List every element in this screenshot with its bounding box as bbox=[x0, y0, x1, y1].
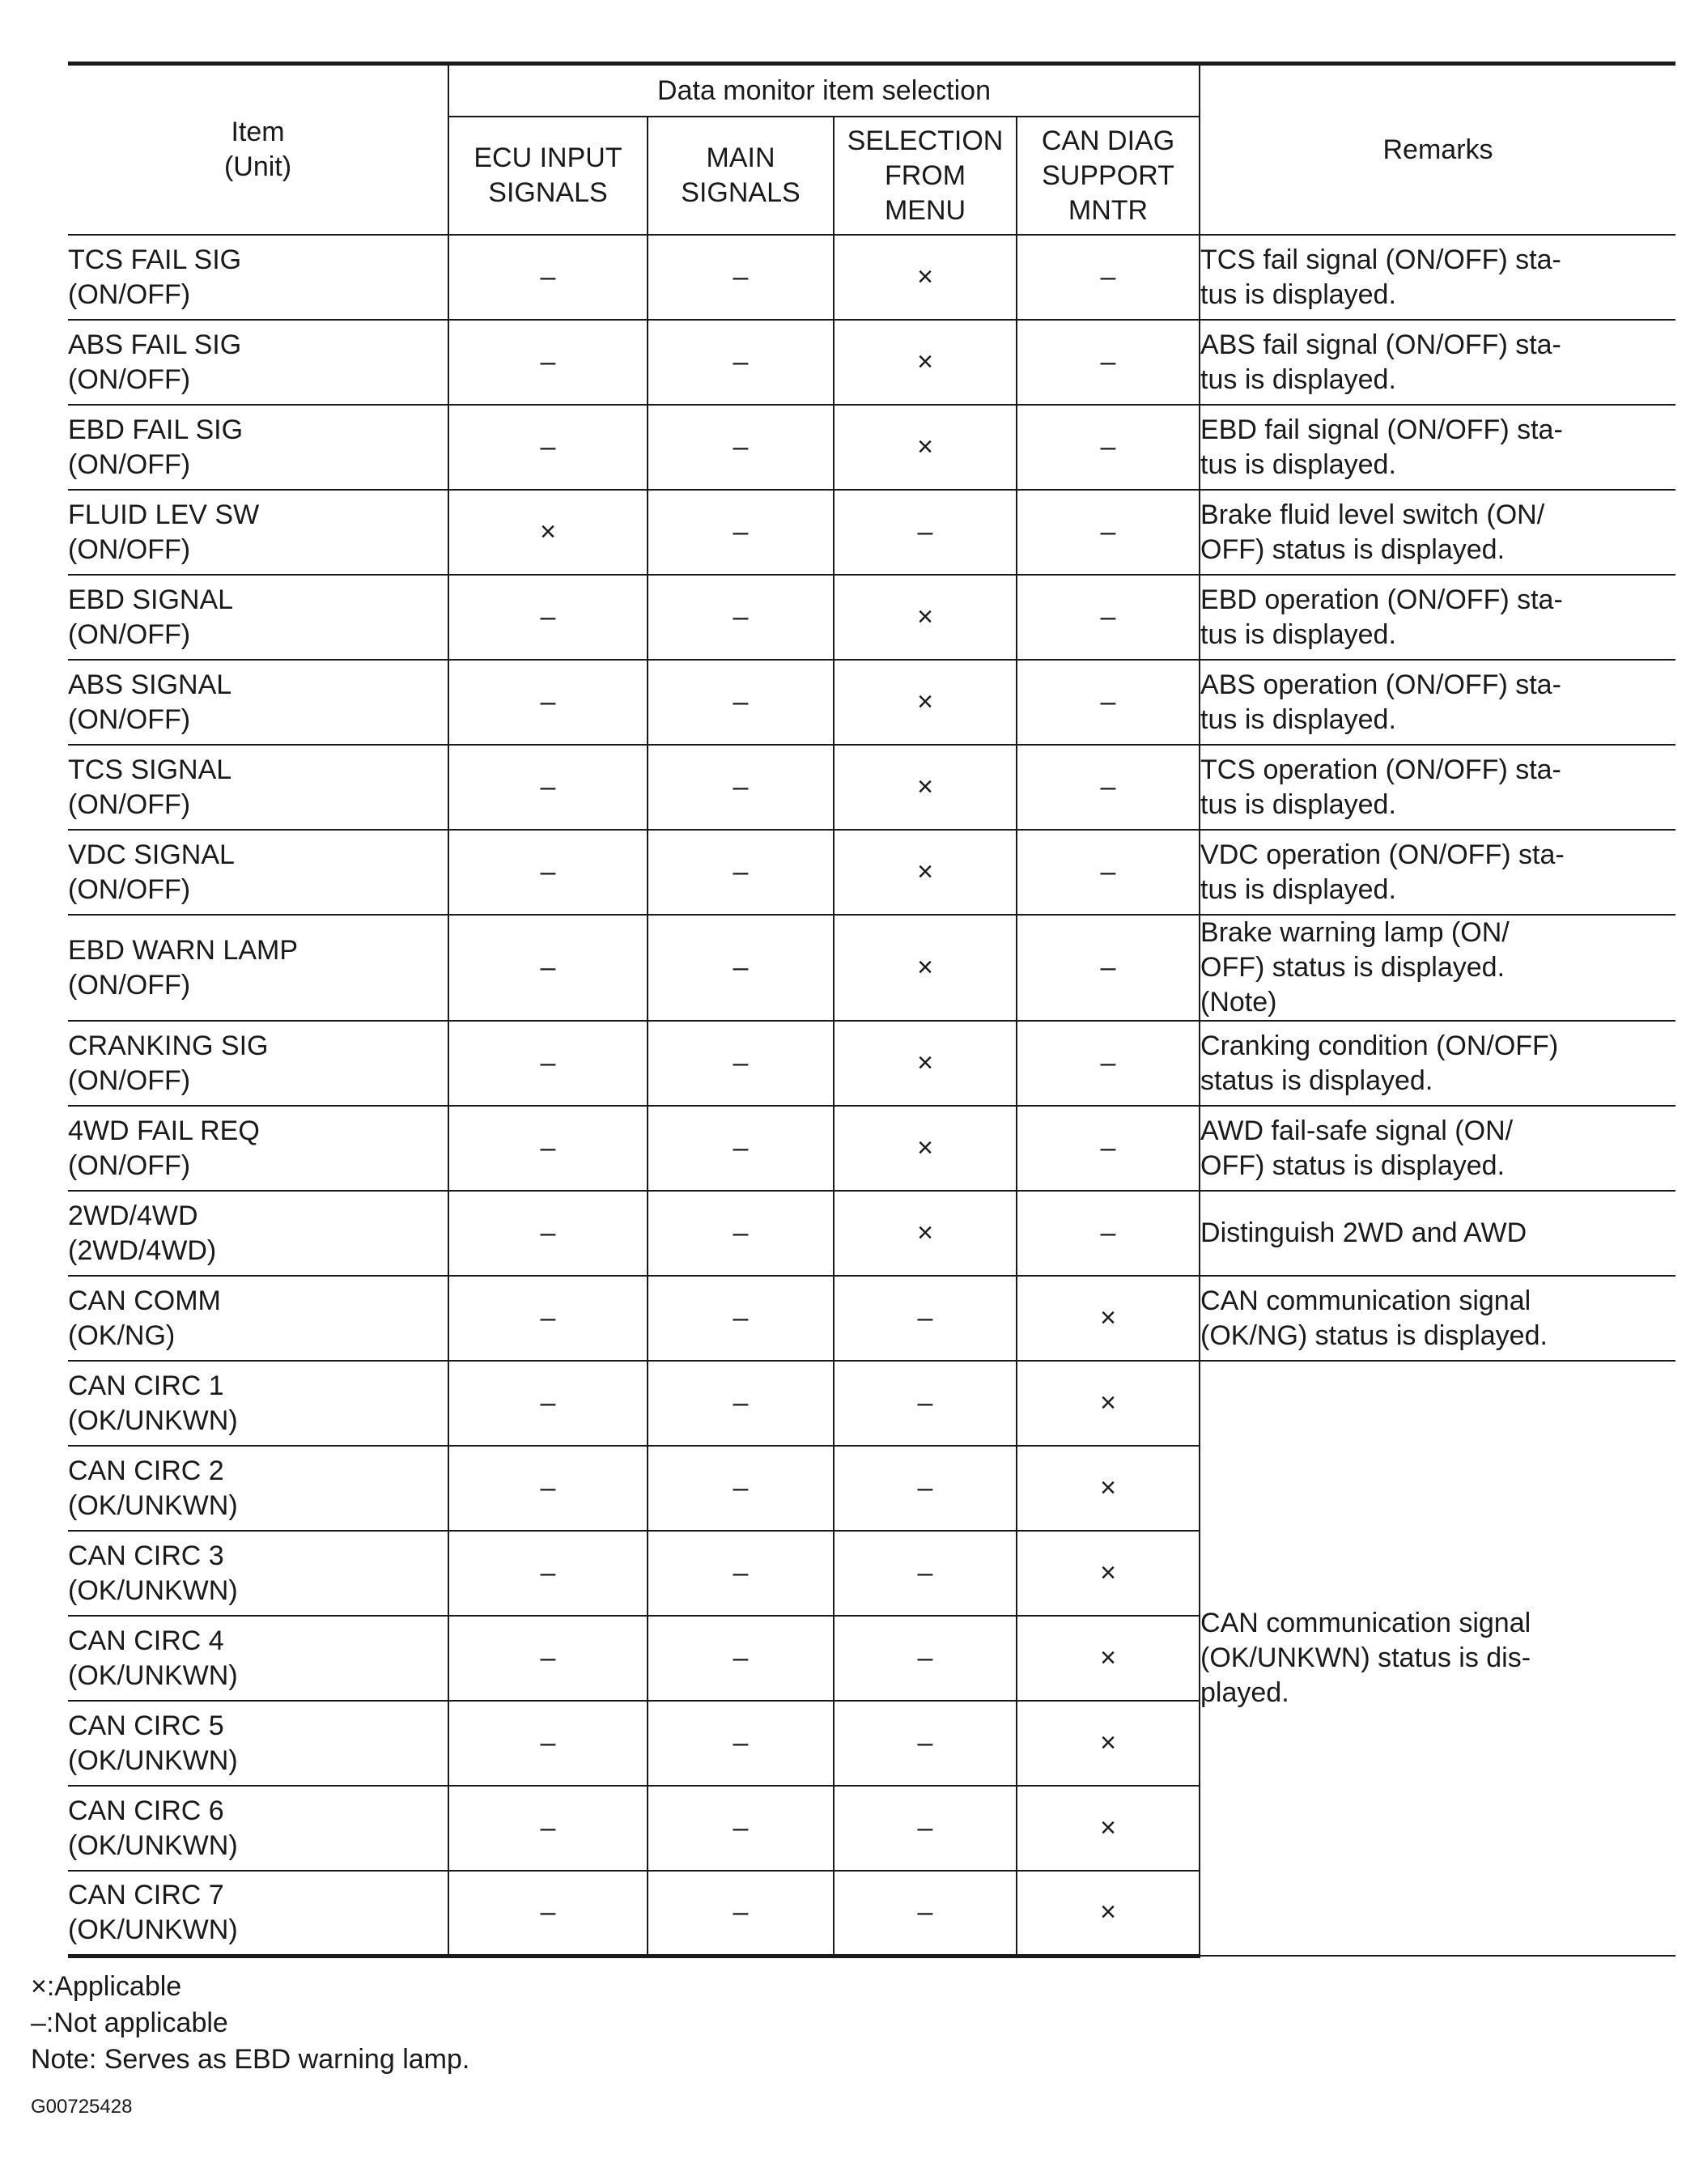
header-line: MNTR bbox=[1068, 194, 1149, 226]
table-row bbox=[68, 235, 1675, 320]
header-line: ECU INPUT bbox=[474, 142, 622, 173]
ecu-input-mark: – bbox=[448, 1276, 648, 1361]
remarks-cell bbox=[1200, 1021, 1675, 1106]
can-diag-mark: × bbox=[1017, 1361, 1200, 1446]
ecu-input-mark: – bbox=[448, 1106, 648, 1191]
remarks-cell bbox=[1200, 660, 1675, 745]
can-diag-mark: – bbox=[1017, 1021, 1200, 1106]
item-name: TCS FAIL SIG bbox=[68, 244, 242, 275]
remark-line: tus is displayed. bbox=[1200, 788, 1396, 820]
item-cell bbox=[68, 1361, 448, 1446]
item-unit: (ON/OFF) bbox=[68, 278, 191, 310]
can-diag-mark: – bbox=[1017, 915, 1200, 1021]
remark-line: EBD fail signal (ON/OFF) sta- bbox=[1200, 414, 1563, 445]
remark-line: tus is displayed. bbox=[1200, 448, 1396, 480]
main-signals-mark: – bbox=[648, 575, 834, 660]
main-signals-mark: – bbox=[648, 1106, 834, 1191]
remark-line: TCS fail signal (ON/OFF) sta- bbox=[1200, 244, 1561, 275]
can-diag-mark: – bbox=[1017, 235, 1200, 320]
table-row bbox=[68, 490, 1675, 575]
selection-menu-mark: – bbox=[834, 1871, 1017, 1956]
remarks-cell bbox=[1200, 915, 1675, 1021]
remarks-cell bbox=[1200, 405, 1675, 490]
item-cell bbox=[68, 490, 448, 575]
ecu-input-signals-header bbox=[448, 117, 648, 235]
table-row bbox=[68, 745, 1675, 830]
table-row bbox=[68, 1361, 1675, 1446]
item-cell bbox=[68, 830, 448, 915]
main-signals-mark: – bbox=[648, 235, 834, 320]
header-line: SELECTION bbox=[847, 125, 1004, 156]
item-unit: (OK/UNKWN) bbox=[68, 1914, 238, 1945]
item-unit: (ON/OFF) bbox=[68, 363, 191, 395]
main-signals-mark: – bbox=[648, 1701, 834, 1786]
item-cell bbox=[68, 575, 448, 660]
item-name: 2WD/4WD bbox=[68, 1200, 198, 1231]
item-unit: (OK/UNKWN) bbox=[68, 1404, 238, 1436]
main-signals-mark: – bbox=[648, 490, 834, 575]
remarks-cell bbox=[1200, 1276, 1675, 1361]
table-row bbox=[68, 1106, 1675, 1191]
remark-line: TCS operation (ON/OFF) sta- bbox=[1200, 754, 1561, 785]
item-cell bbox=[68, 1021, 448, 1106]
can-diag-mark: – bbox=[1017, 1106, 1200, 1191]
item-cell bbox=[68, 745, 448, 830]
item-cell bbox=[68, 1106, 448, 1191]
data-monitor-selection-header: Data monitor item selection bbox=[448, 64, 1200, 117]
item-cell bbox=[68, 1531, 448, 1616]
remark-line: CAN communication signal bbox=[1200, 1608, 1531, 1638]
unit-header-label: (Unit) bbox=[223, 151, 292, 182]
item-cell bbox=[68, 1616, 448, 1701]
remark-line: CAN communication signal bbox=[1200, 1285, 1531, 1316]
ecu-input-mark: – bbox=[448, 830, 648, 915]
item-unit: (ON/OFF) bbox=[68, 618, 191, 650]
remark-line: OFF) status is displayed. bbox=[1200, 533, 1506, 565]
main-signals-mark: – bbox=[648, 1531, 834, 1616]
item-unit: (ON/OFF) bbox=[68, 1064, 191, 1096]
item-name: CAN CIRC 6 bbox=[68, 1795, 224, 1826]
selection-menu-mark: – bbox=[834, 490, 1017, 575]
main-signals-mark: – bbox=[648, 745, 834, 830]
merged-remarks-cell bbox=[1200, 1361, 1675, 1956]
selection-menu-mark: × bbox=[834, 235, 1017, 320]
can-diag-mark: × bbox=[1017, 1701, 1200, 1786]
item-name: CAN CIRC 1 bbox=[68, 1370, 224, 1401]
ecu-input-mark: – bbox=[448, 1446, 648, 1531]
item-name: EBD WARN LAMP bbox=[68, 934, 299, 966]
selection-menu-mark: × bbox=[834, 1106, 1017, 1191]
legend bbox=[31, 1969, 469, 2078]
main-signals-mark: – bbox=[648, 1786, 834, 1871]
ecu-input-mark: – bbox=[448, 745, 648, 830]
main-signals-mark: – bbox=[648, 1871, 834, 1956]
table-row bbox=[68, 915, 1675, 1021]
ecu-input-mark: – bbox=[448, 1871, 648, 1956]
ecu-input-mark: – bbox=[448, 660, 648, 745]
item-cell bbox=[68, 660, 448, 745]
remarks-cell bbox=[1200, 490, 1675, 575]
can-diag-mark: × bbox=[1017, 1871, 1200, 1956]
ecu-input-mark: – bbox=[448, 235, 648, 320]
data-monitor-table bbox=[68, 62, 1675, 1958]
selection-menu-mark: – bbox=[834, 1276, 1017, 1361]
selection-menu-mark: – bbox=[834, 1446, 1017, 1531]
item-name: CAN COMM bbox=[68, 1285, 221, 1316]
main-signals-mark: – bbox=[648, 830, 834, 915]
remark-line: Cranking condition (ON/OFF) bbox=[1200, 1030, 1559, 1061]
selection-menu-mark: – bbox=[834, 1361, 1017, 1446]
can-diag-mark: – bbox=[1017, 490, 1200, 575]
remark-line: (OK/NG) status is displayed. bbox=[1200, 1319, 1548, 1351]
item-unit: (OK/NG) bbox=[68, 1319, 176, 1351]
item-unit: (OK/UNKWN) bbox=[68, 1829, 238, 1861]
remark-line: ABS operation (ON/OFF) sta- bbox=[1200, 669, 1561, 700]
item-unit: (ON/OFF) bbox=[68, 788, 191, 820]
can-diag-mark: – bbox=[1017, 830, 1200, 915]
item-name: CAN CIRC 5 bbox=[68, 1710, 224, 1741]
main-signals-mark: – bbox=[648, 405, 834, 490]
table-row bbox=[68, 1276, 1675, 1361]
remark-line: AWD fail-safe signal (ON/ bbox=[1200, 1115, 1514, 1146]
ecu-input-mark: – bbox=[448, 1361, 648, 1446]
table-row bbox=[68, 320, 1675, 405]
item-name: CAN CIRC 7 bbox=[68, 1879, 224, 1910]
remarks-cell bbox=[1200, 1106, 1675, 1191]
item-unit: (OK/UNKWN) bbox=[68, 1744, 238, 1776]
remark-line: Distinguish 2WD and AWD bbox=[1200, 1217, 1527, 1248]
header-row-top bbox=[68, 64, 1675, 117]
item-cell bbox=[68, 320, 448, 405]
item-name: EBD SIGNAL bbox=[68, 584, 234, 615]
item-cell bbox=[68, 1786, 448, 1871]
item-name: CRANKING SIG bbox=[68, 1030, 269, 1061]
selection-from-menu-header bbox=[834, 117, 1017, 235]
remark-line: VDC operation (ON/OFF) sta- bbox=[1200, 839, 1565, 870]
item-cell bbox=[68, 1276, 448, 1361]
remark-line: tus is displayed. bbox=[1200, 618, 1396, 650]
selection-menu-mark: × bbox=[834, 320, 1017, 405]
can-diag-mark: × bbox=[1017, 1531, 1200, 1616]
item-unit-header bbox=[68, 64, 448, 236]
main-signals-mark: – bbox=[648, 320, 834, 405]
header-line: SIGNALS bbox=[488, 177, 608, 208]
selection-menu-mark: × bbox=[834, 1021, 1017, 1106]
item-unit: (2WD/4WD) bbox=[68, 1234, 217, 1266]
item-unit: (ON/OFF) bbox=[68, 873, 191, 905]
main-signals-header bbox=[648, 117, 834, 235]
can-diag-mark: × bbox=[1017, 1446, 1200, 1531]
ecu-input-mark: – bbox=[448, 1191, 648, 1276]
ecu-input-mark: – bbox=[448, 1786, 648, 1871]
remarks-cell bbox=[1200, 575, 1675, 660]
can-diag-mark: – bbox=[1017, 575, 1200, 660]
selection-menu-mark: – bbox=[834, 1616, 1017, 1701]
ecu-input-mark: – bbox=[448, 915, 648, 1021]
item-name: ABS FAIL SIG bbox=[68, 329, 242, 360]
item-unit: (ON/OFF) bbox=[68, 703, 191, 735]
header-line: CAN DIAG bbox=[1041, 125, 1175, 156]
can-diag-mark: – bbox=[1017, 1191, 1200, 1276]
item-unit: (ON/OFF) bbox=[68, 969, 191, 1001]
item-unit: (OK/UNKWN) bbox=[68, 1489, 238, 1521]
can-diag-mark: – bbox=[1017, 745, 1200, 830]
item-name: ABS SIGNAL bbox=[68, 669, 232, 700]
table-row bbox=[68, 575, 1675, 660]
table-row bbox=[68, 830, 1675, 915]
selection-menu-mark: × bbox=[834, 405, 1017, 490]
item-cell bbox=[68, 1446, 448, 1531]
selection-menu-mark: – bbox=[834, 1701, 1017, 1786]
item-name: CAN CIRC 4 bbox=[68, 1625, 224, 1656]
table-row bbox=[68, 1021, 1675, 1106]
item-unit: (ON/OFF) bbox=[68, 1149, 191, 1181]
item-name: CAN CIRC 2 bbox=[68, 1455, 224, 1486]
item-name: TCS SIGNAL bbox=[68, 754, 232, 785]
item-cell bbox=[68, 1871, 448, 1956]
header-line: FROM bbox=[884, 159, 966, 191]
selection-menu-mark: × bbox=[834, 660, 1017, 745]
main-signals-mark: – bbox=[648, 915, 834, 1021]
remark-line: tus is displayed. bbox=[1200, 363, 1396, 395]
ecu-input-mark: – bbox=[448, 320, 648, 405]
selection-menu-mark: × bbox=[834, 830, 1017, 915]
table-body bbox=[68, 235, 1675, 1956]
remark-line: played. bbox=[1200, 1677, 1289, 1708]
header-line: MENU bbox=[884, 194, 966, 226]
selection-menu-mark: × bbox=[834, 745, 1017, 830]
remark-line: status is displayed. bbox=[1200, 1064, 1433, 1096]
item-name: VDC SIGNAL bbox=[68, 839, 235, 870]
ecu-input-mark: – bbox=[448, 1531, 648, 1616]
main-signals-mark: – bbox=[648, 1446, 834, 1531]
item-unit: (ON/OFF) bbox=[68, 448, 191, 480]
can-diag-mark: × bbox=[1017, 1786, 1200, 1871]
remarks-cell bbox=[1200, 745, 1675, 830]
ecu-input-mark: – bbox=[448, 405, 648, 490]
table-row bbox=[68, 405, 1675, 490]
selection-menu-mark: × bbox=[834, 575, 1017, 660]
item-name: FLUID LEV SW bbox=[68, 499, 260, 530]
item-cell bbox=[68, 1191, 448, 1276]
main-signals-mark: – bbox=[648, 660, 834, 745]
main-signals-mark: – bbox=[648, 1361, 834, 1446]
item-cell bbox=[68, 915, 448, 1021]
main-signals-mark: – bbox=[648, 1191, 834, 1276]
can-diag-mark: – bbox=[1017, 320, 1200, 405]
table-row bbox=[68, 1191, 1675, 1276]
item-cell bbox=[68, 405, 448, 490]
table-row bbox=[68, 660, 1675, 745]
ecu-input-mark: – bbox=[448, 1021, 648, 1106]
item-header-label: Item bbox=[231, 117, 285, 147]
figure-code: G00725428 bbox=[31, 2096, 133, 2118]
selection-menu-mark: – bbox=[834, 1786, 1017, 1871]
remark-line: Brake warning lamp (ON/ bbox=[1200, 917, 1510, 948]
selection-menu-mark: – bbox=[834, 1531, 1017, 1616]
remark-line: OFF) status is displayed. bbox=[1200, 1149, 1506, 1181]
item-name: EBD FAIL SIG bbox=[68, 414, 244, 445]
selection-menu-mark: × bbox=[834, 915, 1017, 1021]
item-unit: (ON/OFF) bbox=[68, 533, 191, 565]
item-name: 4WD FAIL REQ bbox=[68, 1115, 260, 1146]
item-name: CAN CIRC 3 bbox=[68, 1540, 224, 1571]
selection-menu-mark: × bbox=[834, 1191, 1017, 1276]
main-signals-mark: – bbox=[648, 1616, 834, 1701]
header-line: SIGNALS bbox=[681, 177, 801, 208]
ecu-input-mark: – bbox=[448, 1616, 648, 1701]
remarks-cell bbox=[1200, 320, 1675, 405]
remark-line: OFF) status is displayed. bbox=[1200, 952, 1506, 983]
remark-line: tus is displayed. bbox=[1200, 703, 1396, 735]
ecu-input-mark: – bbox=[448, 1701, 648, 1786]
remark-line: tus is displayed. bbox=[1200, 278, 1396, 310]
legend-not-applicable: –:Not applicable bbox=[31, 2008, 228, 2038]
legend-note: Note: Serves as EBD warning lamp. bbox=[31, 2044, 470, 2075]
remarks-cell bbox=[1200, 830, 1675, 915]
remark-line: tus is displayed. bbox=[1200, 873, 1396, 905]
remarks-cell bbox=[1200, 1191, 1675, 1276]
header-line: MAIN bbox=[706, 142, 775, 173]
remarks-cell bbox=[1200, 235, 1675, 320]
can-diag-mark: – bbox=[1017, 660, 1200, 745]
remarks-header: Remarks bbox=[1200, 64, 1675, 236]
item-unit: (OK/UNKWN) bbox=[68, 1574, 238, 1606]
main-signals-mark: – bbox=[648, 1276, 834, 1361]
can-diag-support-mntr-header bbox=[1017, 117, 1200, 235]
ecu-input-mark: × bbox=[448, 490, 648, 575]
can-diag-mark: × bbox=[1017, 1276, 1200, 1361]
header-line: SUPPORT bbox=[1042, 159, 1174, 191]
item-cell bbox=[68, 1701, 448, 1786]
remark-line: (OK/UNKWN) status is dis- bbox=[1200, 1642, 1531, 1673]
item-cell bbox=[68, 235, 448, 320]
legend-applicable: ×:Applicable bbox=[31, 1971, 182, 2002]
remark-line: EBD operation (ON/OFF) sta- bbox=[1200, 584, 1563, 615]
remark-line: Brake fluid level switch (ON/ bbox=[1200, 499, 1545, 530]
can-diag-mark: – bbox=[1017, 405, 1200, 490]
item-unit: (OK/UNKWN) bbox=[68, 1659, 238, 1691]
ecu-input-mark: – bbox=[448, 575, 648, 660]
remark-line: (Note) bbox=[1200, 987, 1277, 1018]
remark-line: ABS fail signal (ON/OFF) sta- bbox=[1200, 329, 1561, 360]
main-signals-mark: – bbox=[648, 1021, 834, 1106]
can-diag-mark: × bbox=[1017, 1616, 1200, 1701]
